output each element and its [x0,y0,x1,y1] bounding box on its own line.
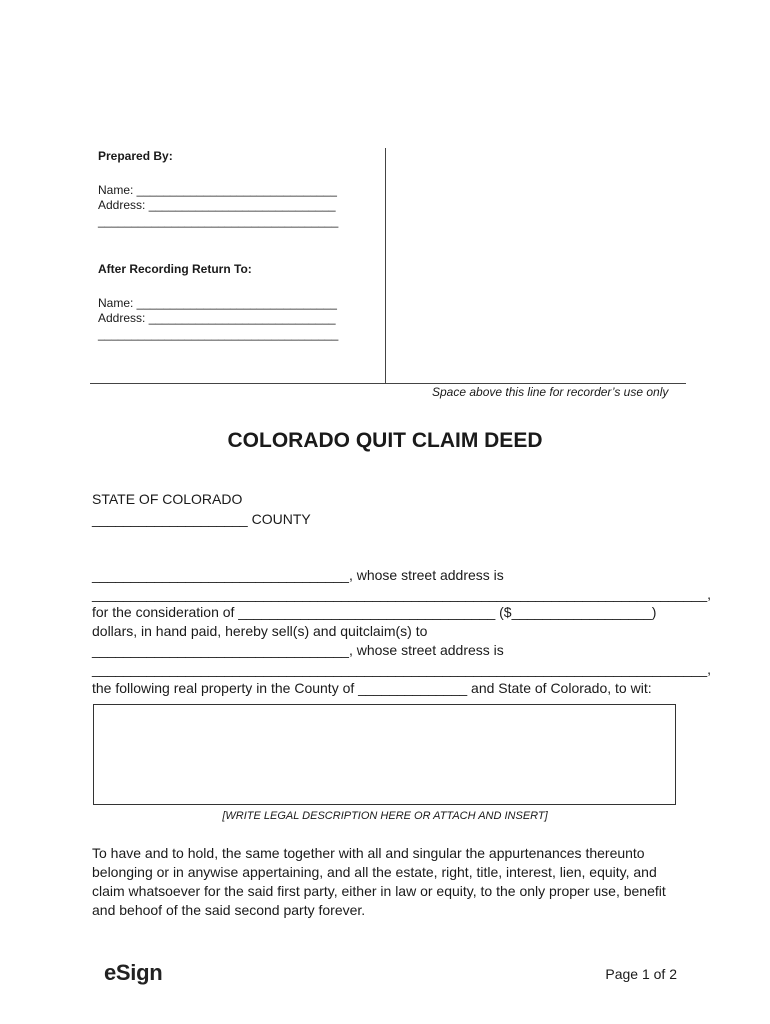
prepared-address-field[interactable]: Address: ____________________________ [98,198,336,212]
return-address-line2[interactable]: ____________________________________ [98,327,339,341]
county-field[interactable]: ____________________ COUNTY [92,511,311,527]
consideration-field[interactable]: for the consideration of _________________________________ ($__________________) [92,604,657,620]
recorder-note: Space above this line for recorder’s use only [432,385,669,399]
return-address-field[interactable]: Address: ____________________________ [98,311,336,325]
esign-logo: eSign [104,960,163,985]
legal-description-box[interactable] [93,704,676,805]
return-name-field[interactable]: Name: ______________________________ [98,296,337,310]
legal-description-caption: [WRITE LEGAL DESCRIPTION HERE OR ATTACH AND INSERT] [222,810,548,822]
prepared-name-field[interactable]: Name: ______________________________ [98,183,337,197]
grantee-address-field[interactable]: _______________________________________________________________________________, [92,661,711,677]
grantor-field[interactable]: _________________________________, whose street address is [92,567,504,583]
property-county-field[interactable]: the following real property in the County of ______________ and State of Colorado, to wit: [92,680,652,696]
prepared-by-label: Prepared By: [98,149,173,163]
return-to-label: After Recording Return To: [98,262,252,276]
grantor-address-field[interactable]: _______________________________________________________________________________, [92,586,711,602]
page-number: Page 1 of 2 [605,966,677,982]
state-line: STATE OF COLORADO [92,491,243,507]
habendum-paragraph: To have and to hold, the same together with all and singular the appurtenances thereunto belonging or in anywise appertaining, and all the estate, right, title, interest, lien, equity, and claim whatsoever for the said first party, either in law or equity, to the only proper use, benefit and behoof of the said second party forever. [92,845,666,918]
prepared-address-line2[interactable]: ____________________________________ [98,214,339,228]
recorder-divider-vertical [385,148,386,383]
document-title: COLORADO QUIT CLAIM DEED [227,429,543,452]
grantee-field[interactable]: _________________________________, whose street address is [92,642,504,658]
recorder-divider-horizontal [90,383,686,384]
dollars-line: dollars, in hand paid, hereby sell(s) and quitclaim(s) to [92,623,428,639]
